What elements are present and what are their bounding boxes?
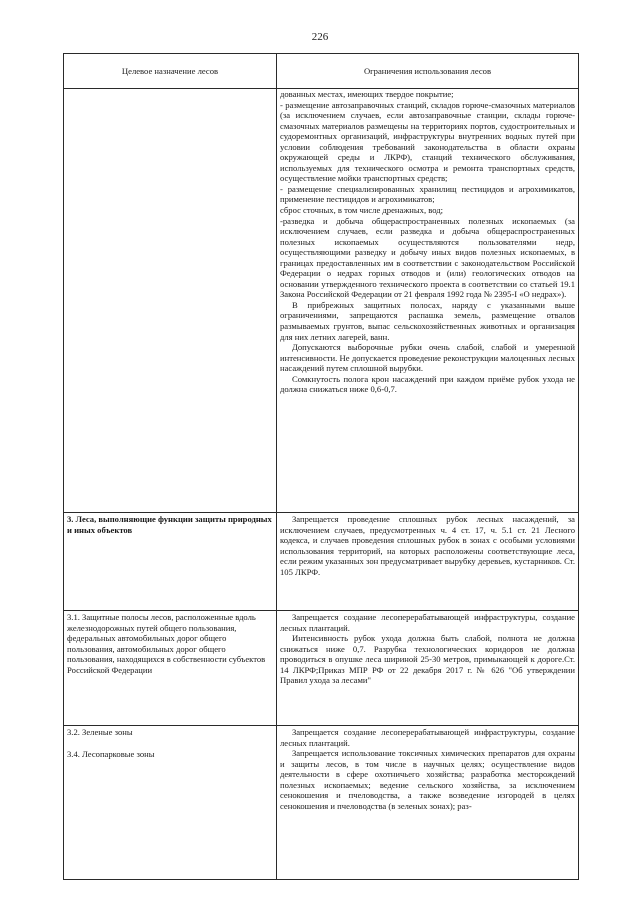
purpose-cell-empty [64, 89, 277, 513]
restriction-paragraph: Запрещается создание лесоперерабатывающей инфраструктуры, создание лесных плантаций. [280, 727, 575, 748]
restriction-paragraph: Запрещается использование токсичных химических препаратов для охраны и защиты лесов, в том числе в научных целях; осуществление видов деятельности в сфере охотничьего хозяйства; разработка месторождений полезных ископаемых; ведение сельского хозяйства, за исключением сенокошения и пчеловодства, а также возведение изгородей в целях сенокошения и пчеловодства (в зеленых зонах); раз- [280, 748, 575, 811]
header-use-restrictions: Ограничения использования лесов [277, 54, 579, 89]
purpose-title-protective-forests: 3. Леса, выполняющие функции защиты природных и иных объектов [67, 514, 272, 535]
restriction-paragraph: Запрещается проведение сплошных рубок лесных насаждений, за исключением случаев, предусмотренных ч. 4 ст. 17, ч. 5.1 ст. 21 Лесного кодекса, и случаев проведения сплошных рубок в зонах с особыми условиями использования территорий, на которых расположены соответствующие леса, если режим указанных зон предусматривает вырубку деревьев, кустарников. Ст. 105 ЛКРФ. [280, 514, 575, 577]
page-number: 226 [311, 31, 329, 43]
table-row [64, 726, 579, 880]
restriction-paragraph: дованных местах, имеющих твердое покрытие; [280, 89, 454, 99]
restrictions-cell [277, 726, 579, 880]
restriction-paragraph: Допускаются выборочные рубки очень слабой, слабой и умеренной интенсивности. Не допускается проведение реконструкции малоценных лесных насаждений путем сплошной вырубки. [280, 342, 575, 374]
purpose-cell [64, 726, 277, 880]
restriction-paragraph: сброс сточных, в том числе дренажных, вод; [280, 205, 444, 216]
header-forest-purpose: Целевое назначение лесов [64, 54, 277, 89]
restriction-paragraph: Интенсивность рубок ухода должна быть слабой, полнота не должна снижаться ниже 0,7. Разрубка технологических коридоров не должна проводиться в опушке леса шириной 25-30 метров, примыкающей к дороге.Ст. 14 ЛКРФ;Приказ МПР РФ от 22 декабря 2017 г. № 626 "Об утверждении Правил ухода за лесами" [280, 633, 575, 686]
purpose-title-protective-strips: 3.1. Защитные полосы лесов, расположенные вдоль железнодорожных путей общего пользования, федеральных автомобильных дорог общего пользования, автомобильных дорог общего пользования, находящихся в собственности субъектов Российской Федерации [67, 612, 266, 675]
purpose-title-green-zones: 3.2. Зеленые зоны [67, 727, 133, 737]
restrictions-cell [277, 513, 579, 611]
forest-restrictions-table [63, 53, 579, 880]
purpose-title-forest-park-zones: 3.4. Лесопарковые зоны [67, 748, 155, 759]
table-header-row [64, 54, 579, 89]
restrictions-cell [277, 611, 579, 726]
restriction-paragraph: Запрещается создание лесоперерабатывающей инфраструктуры, создание лесных плантаций. [280, 612, 575, 633]
restriction-paragraph: - размещение специализированных хранилищ пестицидов и агрохимикатов, применение пестицидов и агрохимикатов; [280, 183, 575, 205]
restriction-paragraph: -разведка и добыча общераспространенных полезных ископаемых (за исключением случаев, если разведка и добыча общераспространенных полезных ископаемых осуществляются пользователями недр, осуществляющими разведку и добычу иных видов полезных ископаемых, в границах предоставленных им в соответствии с законодательством Российской Федерации о недрах горных отводов и (или) геологических отводов на основании утвержденного технического проекта в соответствии со статьей 19.1 Закона Российской Федерации от 21 февраля 1992 года № 2395-I «О недрах»). [280, 215, 575, 300]
restriction-paragraph: Сомкнутость полога крон насаждений при каждом приёме рубок ухода не должна снижаться ниже 0,6-0,7. [280, 373, 575, 395]
table-row [64, 89, 579, 513]
table-row [64, 611, 579, 726]
restrictions-cell [277, 89, 579, 513]
table-row [64, 513, 579, 611]
purpose-cell [64, 611, 277, 726]
purpose-cell [64, 513, 277, 611]
restriction-paragraph: - размещение автозаправочных станций, складов горюче-смазочных материалов (за исключением случаев, если автозаправочные станции, склады горюче-смазочных материалов размещены на территориях портов, судостроительных и судоремонтных организаций, инфраструктуры внутренних водных путей при условии соблюдения требований законодательства в области охраны окружающей среды и ЛКРФ), станций технического обслуживания, используемых для технического осмотра и ремонта транспортных средств, осуществление мойки транспортных средств; [280, 99, 575, 184]
restriction-paragraph: В прибрежных защитных полосах, наряду с указанными выше ограничениями, запрещаются распашка земель, размещение отвалов размываемых грунтов, выпас сельскохозяйственных животных и организация для них летних лагерей, ванн. [280, 299, 575, 342]
